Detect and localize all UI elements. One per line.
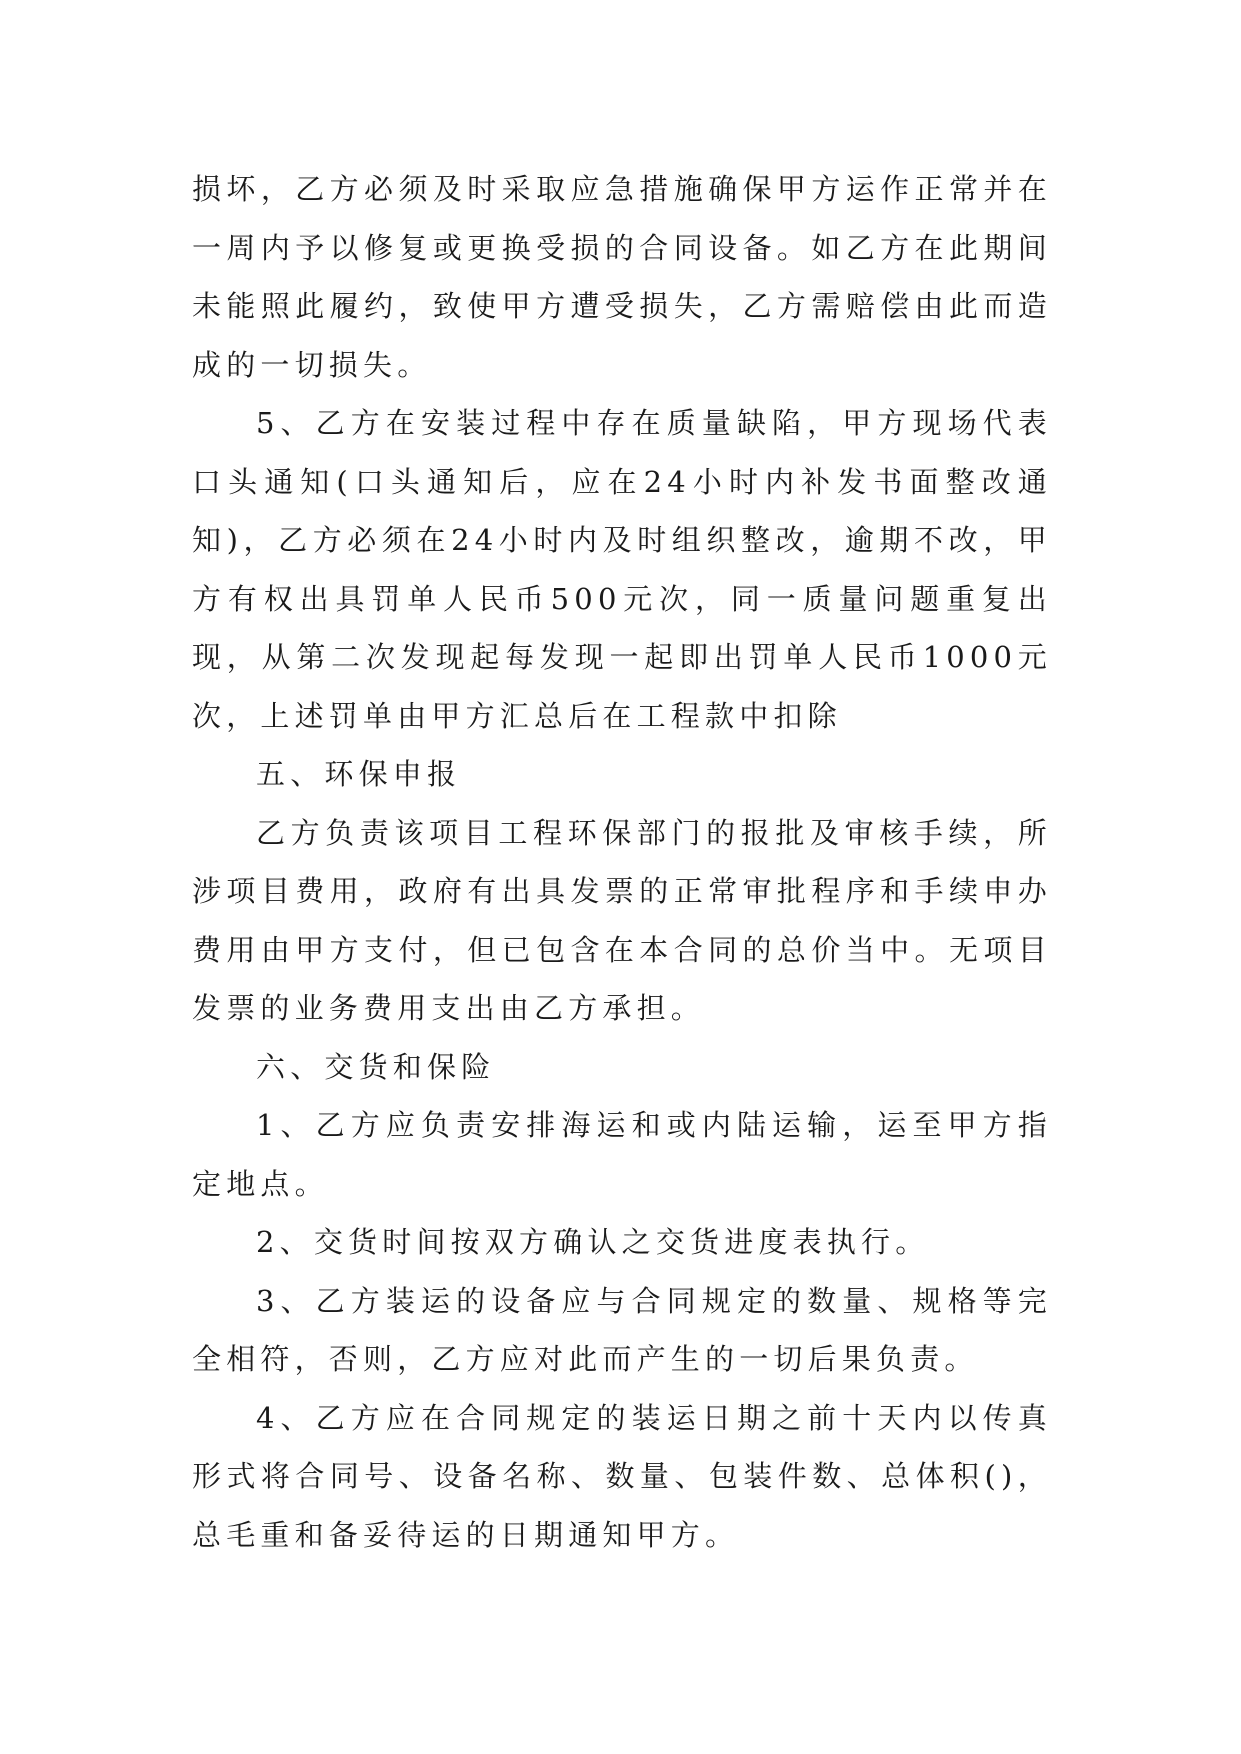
paragraph-delivery-2: 2、交货时间按双方确认之交货进度表执行。 bbox=[256, 1225, 930, 1259]
paragraph-delivery-3: 3、乙方装运的设备应与合同规定的数量、规格等完全相符，否则，乙方应对此而产生的一切后果负责。 bbox=[192, 1283, 1052, 1376]
document-body bbox=[192, 160, 1052, 1564]
section-heading-delivery: 六、交货和保险 bbox=[256, 1049, 496, 1084]
paragraph-delivery-1: 1、乙方应负责安排海运和或内陆运输，运至甲方指定地点。 bbox=[192, 1108, 1052, 1201]
paragraph-delivery-4: 4、乙方应在合同规定的装运日期之前十天内以传真形式将合同号、设备名称、数量、包装件数、总体积()，总毛重和备妥待运的日期通知甲方。 bbox=[192, 1400, 1052, 1552]
paragraph-continuation: 损坏，乙方必须及时采取应急措施确保甲方运作正常并在一周内予以修复或更换受损的合同设备。如乙方在此期间未能照此履约，致使甲方遭受损失，乙方需赔偿由此而造成的一切损失。 bbox=[192, 172, 1052, 382]
section-heading-environmental: 五、环保申报 bbox=[256, 757, 462, 791]
paragraph-clause-5: 5、乙方在安装过程中存在质量缺陷，甲方现场代表口头通知(口头通知后，应在24小时内补发书面整改通知)，乙方必须在24小时内及时组织整改，逾期不改，甲方有权出具罚单人民币500元次，同一质量问题重复出现，从第二次发现起每发现一起即出罚单人民币1000元次，上述罚单由甲方汇总后在工程款中扣除 bbox=[192, 406, 1052, 733]
paragraph-environmental: 乙方负责该项目工程环保部门的报批及审核手续，所涉项目费用，政府有出具发票的正常审批程序和手续申办费用由甲方支付，但已包含在本合同的总价当中。无项目发票的业务费用支出由乙方承担。 bbox=[192, 815, 1052, 1025]
